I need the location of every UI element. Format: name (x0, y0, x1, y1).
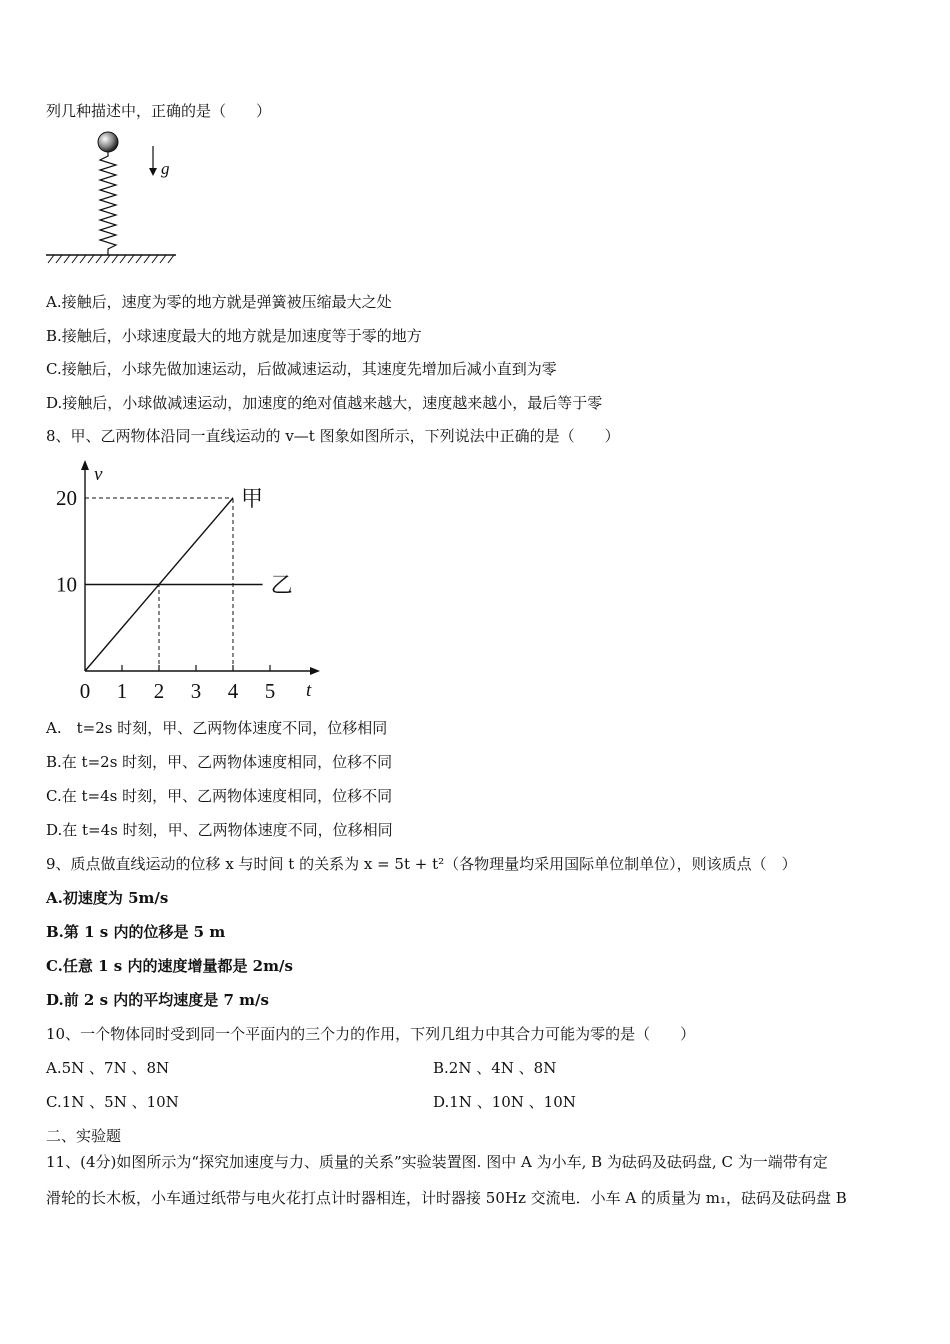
q7-option-d: D.接触后，小球做减速运动，加速度的绝对值越来越大，速度越来越小，最后等于零 (46, 394, 603, 412)
q7-stem-tail: 列几种描述中，正确的是（ ） (46, 102, 272, 120)
y-tick-label: 20 (56, 486, 77, 510)
x-tick-label: 3 (190, 679, 202, 703)
gravity-label: g (161, 159, 170, 178)
q9-stem: 9、质点做直线运动的位移 x 与时间 t 的关系为 x = 5t + t²（各物理量均采用国际单位制单位），则该质点（ ） (46, 855, 797, 873)
q10-stem: 10、一个物体同时受到同一个平面内的三个力的作用，下列几组力中其合力可能为零的是（ ） (46, 1025, 696, 1043)
spring-ball-figure (40, 128, 190, 270)
q8-option-a: A. t=2s 时刻，甲、乙两物体速度不同，位移相同 (46, 719, 388, 737)
q8-option-c: C.在 t=4s 时刻，甲、乙两物体速度相同，位移不同 (46, 787, 393, 805)
vt-chart (40, 458, 330, 708)
x-tick-label: 0 (79, 679, 91, 703)
q11-line-1: 11、(4分)如图所示为“探究加速度与力、质量的关系”实验装置图. 图中 A 为小车, B 为砝码及砝码盘, C 为一端带有定 (46, 1153, 828, 1171)
q7-option-b: B.接触后，小球速度最大的地方就是加速度等于零的地方 (46, 327, 422, 345)
q9-option-a: A.初速度为 5m/s (46, 889, 169, 907)
x-axis-arrow-icon (310, 667, 320, 675)
x-tick-label: 2 (153, 679, 165, 703)
spring (100, 152, 116, 255)
q8-option-d: D.在 t=4s 时刻，甲、乙两物体速度不同，位移相同 (46, 821, 393, 839)
y-axis-label: v (94, 464, 103, 485)
q10-option-c: C.1N 、5N 、10N (46, 1093, 179, 1111)
y-tick-label: 10 (56, 572, 77, 597)
series-label: 乙 (270, 572, 293, 598)
y-axis-arrow-icon (81, 460, 89, 470)
q10-option-d: D.1N 、10N 、10N (433, 1093, 576, 1111)
x-axis-label: t (306, 680, 312, 701)
section-heading: 二、实验题 (46, 1127, 122, 1145)
q9-option-b: B.第 1 s 内的位移是 5 m (46, 923, 226, 941)
x-tick-label: 1 (116, 679, 128, 703)
q8-stem: 8、甲、乙两物体沿同一直线运动的 v—t 图象如图所示，下列说法中正确的是（ ） (46, 427, 620, 445)
q8-option-b: B.在 t=2s 时刻，甲、乙两物体速度相同，位移不同 (46, 753, 393, 771)
q11-line-2: 滑轮的长木板，小车通过纸带与电火花打点计时器相连，计时器接 50Hz 交流电．小车 A 的质量为 m₁，砝码及砝码盘 B (46, 1189, 847, 1207)
q9-option-c: C.任意 1 s 内的速度增量都是 2m/s (46, 957, 293, 975)
q10-option-b: B.2N 、4N 、8N (433, 1059, 557, 1077)
gravity-arrow-icon (149, 168, 157, 176)
q7-option-a: A.接触后，速度为零的地方就是弹簧被压缩最大之处 (46, 293, 392, 311)
series-label: 甲 (241, 486, 264, 511)
q9-option-d: D.前 2 s 内的平均速度是 7 m/s (46, 991, 269, 1009)
ball (98, 132, 118, 152)
x-tick-label: 5 (264, 679, 276, 703)
x-tick-label: 4 (227, 679, 239, 703)
q7-option-c: C.接触后，小球先做加速运动，后做减速运动，其速度先增加后减小直到为零 (46, 360, 557, 378)
q10-option-a: A.5N 、7N 、8N (46, 1059, 170, 1077)
ground-hatching (48, 255, 174, 263)
